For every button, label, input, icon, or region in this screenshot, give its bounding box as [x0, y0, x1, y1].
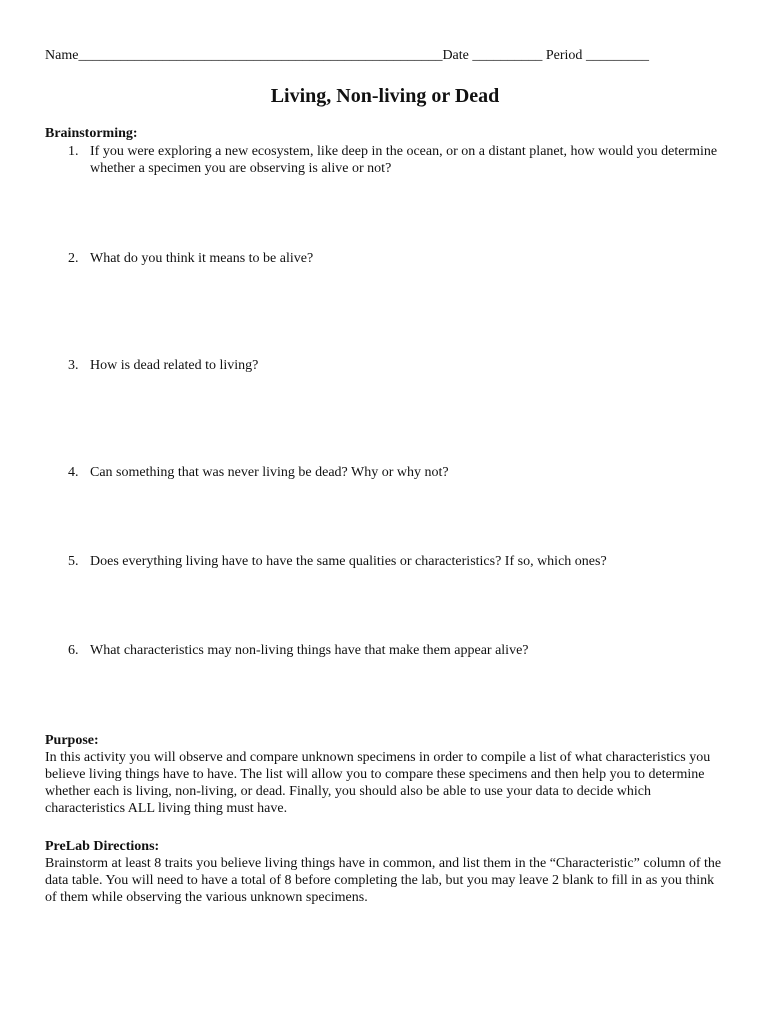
question-text: How is dead related to living? — [90, 358, 259, 373]
page-title: Living, Non-living or Dead — [270, 85, 500, 107]
question-text: Does everything living have to have the same qualities or characteristics? If so, which ones? — [90, 554, 607, 569]
question-number: 5. — [68, 554, 79, 569]
question-1 — [68, 143, 718, 177]
prelab-heading: PreLab Directions: — [45, 839, 160, 854]
prelab-text: Brainstorm at least 8 traits you believe living things have in common, and list them in the “Characteristic” column of the data table. You will need to have a total of 8 before completing the lab, but you may leave 2 blank to fill in as you think of them while observing the various unknown specimens. — [45, 856, 722, 905]
question-5 — [68, 553, 718, 570]
date-blank[interactable]: __________ — [472, 48, 543, 63]
brainstorming-section — [45, 125, 735, 142]
question-3 — [68, 357, 718, 374]
brainstorming-heading: Brainstorming: — [45, 126, 138, 141]
prelab-section — [45, 838, 725, 906]
question-4 — [68, 464, 718, 481]
name-blank[interactable]: ____________________________________________________ — [78, 48, 443, 63]
question-6 — [68, 642, 718, 659]
question-number: 2. — [68, 251, 79, 266]
question-text: What do you think it means to be alive? — [90, 251, 314, 266]
name-label: Name — [45, 48, 79, 63]
question-text: What characteristics may non-living things have that make them appear alive? — [90, 643, 529, 658]
question-text: If you were exploring a new ecosystem, like deep in the ocean, or on a distant planet, how would you determine whether a specimen you are observing is alive or not? — [90, 144, 718, 176]
question-number: 4. — [68, 465, 79, 480]
student-info-line — [45, 47, 649, 64]
question-number: 3. — [68, 358, 79, 373]
purpose-section — [45, 732, 725, 817]
purpose-heading: Purpose: — [45, 733, 99, 748]
period-blank[interactable]: _________ — [585, 48, 649, 63]
question-number: 1. — [68, 144, 79, 159]
question-number: 6. — [68, 643, 79, 658]
period-label: Period — [545, 48, 583, 63]
question-text: Can something that was never living be dead? Why or why not? — [90, 465, 449, 480]
date-label: Date — [442, 48, 469, 63]
question-2 — [68, 250, 718, 267]
purpose-text: In this activity you will observe and compare unknown specimens in order to compile a list of what characteristics you believe living things have to have. The list will allow you to compare these specimens and then help you to determine whether each is living, non-living, or dead. Finally, you should also be able to use your data to decide which characteristics ALL living thing must have. — [45, 750, 711, 816]
